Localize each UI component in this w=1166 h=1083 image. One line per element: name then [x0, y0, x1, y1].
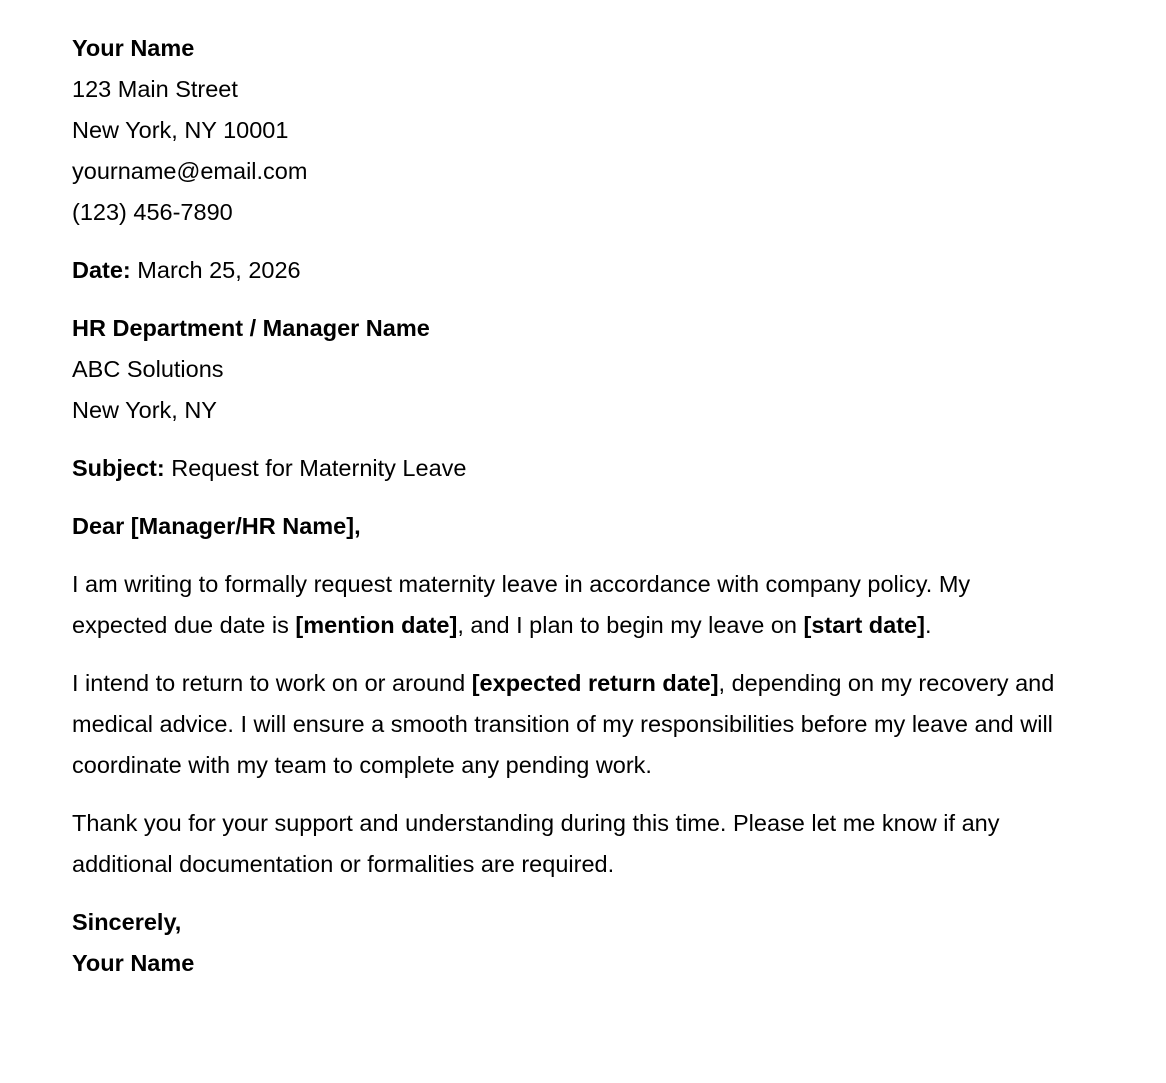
sender-address-line-1: 123 Main Street	[72, 76, 238, 102]
sender-phone: (123) 456-7890	[72, 199, 233, 225]
paragraph-2-segment-2: , depending on my recovery and medical advice. I will ensure a smooth transition of my responsibilities before my leave and will coordinate with my team to complete any pending work.	[72, 670, 1055, 778]
subject-value: Request for Maternity Leave	[171, 455, 467, 481]
paragraph-1-segment-1: I am writing to formally request maternity leave in accordance with company policy. My expected due date is	[72, 571, 971, 638]
paragraph-1-segment-3: .	[924, 612, 932, 638]
letter-body	[72, 28, 1064, 984]
sender-address-block	[72, 28, 1064, 233]
valediction: Sincerely,	[72, 909, 182, 935]
date-label: Date:	[72, 257, 131, 283]
date-value: March 25, 2026	[137, 257, 301, 283]
sender-name: Your Name	[72, 35, 195, 61]
subject-label: Subject:	[72, 455, 165, 481]
placeholder-mention-date: [mention date]	[295, 612, 458, 638]
body-paragraph-1	[72, 564, 1064, 646]
recipient-name: HR Department / Manager Name	[72, 315, 430, 341]
closing-block	[72, 902, 1064, 984]
recipient-location: New York, NY	[72, 397, 217, 423]
subject-row	[72, 448, 1064, 489]
paragraph-2-segment-1: I intend to return to work on or around	[72, 670, 472, 696]
paragraph-1-segment-2: , and I plan to begin my leave on	[457, 612, 804, 638]
body-paragraph-2	[72, 663, 1064, 786]
date-row	[72, 250, 1064, 291]
placeholder-start-date: [start date]	[803, 612, 925, 638]
recipient-company: ABC Solutions	[72, 356, 224, 382]
sender-email: yourname@email.com	[72, 158, 308, 184]
salutation: Dear [Manager/HR Name],	[72, 513, 361, 539]
sender-address-line-2: New York, NY 10001	[72, 117, 289, 143]
placeholder-expected-return-date: [expected return date]	[471, 670, 719, 696]
recipient-address-block	[72, 308, 1064, 431]
paragraph-3-segment-1: Thank you for your support and understanding during this time. Please let me know if any additional documentation or formalities are required.	[72, 810, 1000, 877]
signature-name: Your Name	[72, 950, 195, 976]
body-paragraph-3	[72, 803, 1064, 885]
